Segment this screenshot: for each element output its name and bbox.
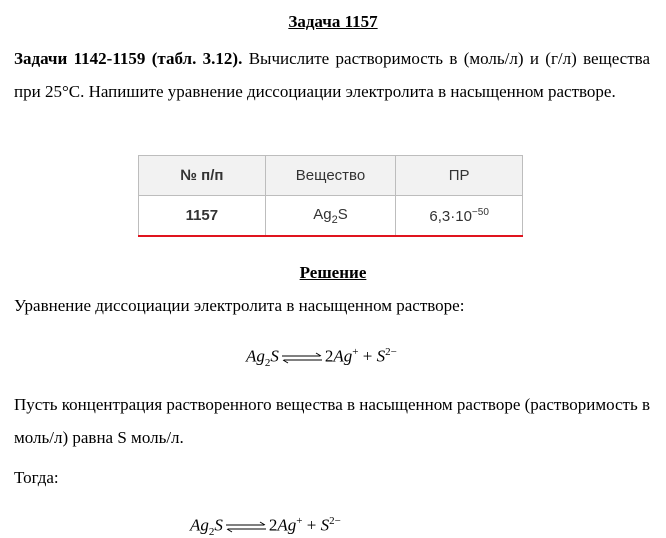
header-number: № п/п xyxy=(139,156,266,196)
task-range: Задачи 1142-1159 (табл. 3.12). xyxy=(14,49,243,68)
cell-pr xyxy=(396,196,523,236)
eq-product2-charge: 2− xyxy=(385,346,397,358)
equation-intro: Уравнение диссоциации электролита в насыщенном растворе: xyxy=(14,296,465,315)
table-bottom-rule xyxy=(138,235,523,237)
substance-tail: S xyxy=(337,205,348,223)
eq2-coef: 2 xyxy=(268,515,278,535)
eq2-plus: + xyxy=(302,515,321,535)
eq-coef: 2 xyxy=(324,346,334,366)
header-substance: Вещество xyxy=(265,156,396,196)
eq-reactant-sub: 2 xyxy=(264,357,271,370)
solubility-definition: Пусть концентрация растворенного вещества в насыщенном растворе (растворимость в моль/л) равна S моль/л. xyxy=(14,395,651,447)
table-header-row xyxy=(139,156,523,196)
eq2-product1: Ag xyxy=(277,515,297,535)
then-label: Тогда: xyxy=(14,468,59,487)
solution-title: Решение xyxy=(299,263,367,282)
eq2-reactant-tail: S xyxy=(214,515,223,535)
dissociation-equation xyxy=(246,346,397,369)
cell-substance xyxy=(265,196,396,236)
task-statement xyxy=(14,42,650,108)
dissociation-equation-2 xyxy=(190,515,341,538)
eq2-product2: S xyxy=(320,515,330,535)
cell-number: 1157 xyxy=(139,196,266,236)
substance-sub: 2 xyxy=(331,213,338,226)
substance-base: Ag xyxy=(313,205,332,223)
eq2-product2-charge: 2− xyxy=(329,515,341,527)
eq2-product1-charge: + xyxy=(296,515,303,527)
task-title: Задача 1157 xyxy=(288,12,378,31)
eq2-reactant-base: Ag xyxy=(190,515,209,535)
eq2-reactant-sub: 2 xyxy=(208,526,215,538)
pr-exponent: −50 xyxy=(471,206,489,218)
header-pr: ПР xyxy=(396,156,523,196)
eq-product1-charge: + xyxy=(352,346,359,358)
task-text: Вычислите растворимость в (моль/л) и (г/л) вещества при 25°С. Напишите уравнение диссоциации электролита в насыщенном растворе. xyxy=(14,49,650,101)
eq-product2: S xyxy=(376,346,386,366)
pr-mantissa: 6,3·10 xyxy=(429,207,472,225)
data-table xyxy=(138,155,523,236)
equilibrium-arrow-icon xyxy=(280,352,324,364)
eq-reactant-base: Ag xyxy=(246,346,265,366)
eq-product1: Ag xyxy=(333,346,353,366)
eq-plus: + xyxy=(358,346,377,366)
eq-reactant-tail: S xyxy=(270,346,279,366)
table-row xyxy=(139,196,523,236)
